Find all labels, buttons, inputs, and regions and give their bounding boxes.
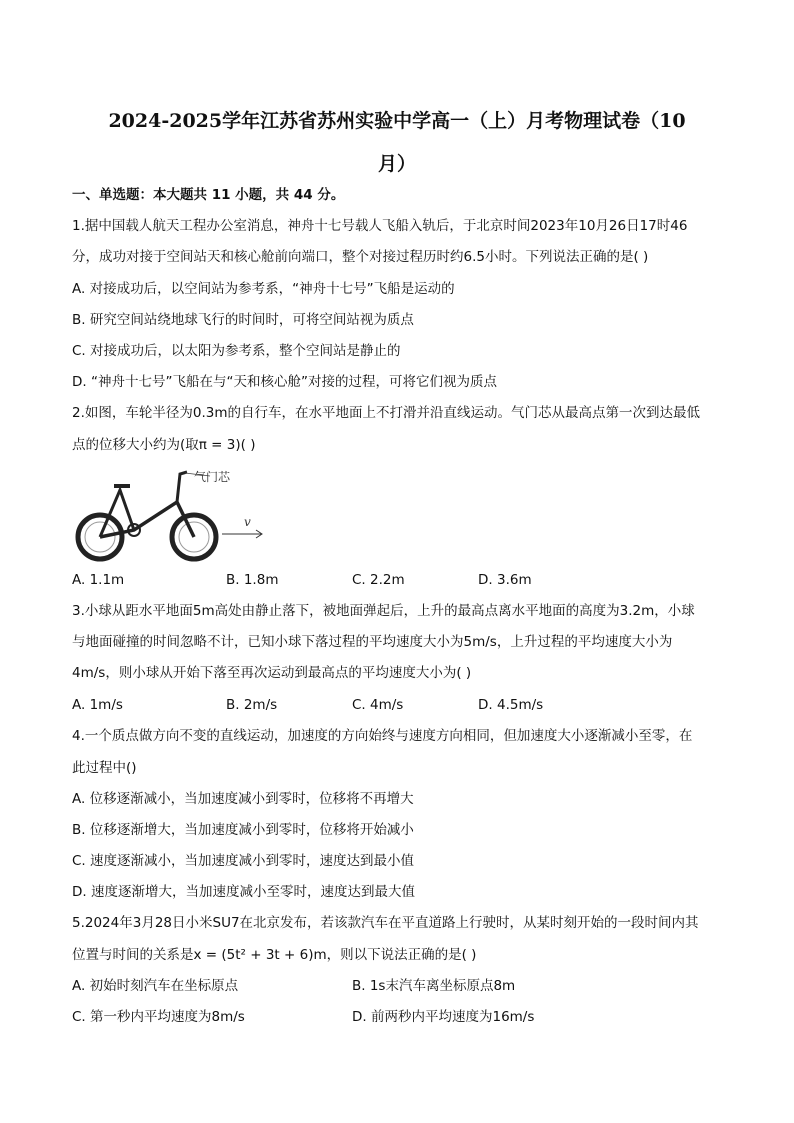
q2-option-b: B. 1.8m [226,572,279,588]
q2-stem-line2: 点的位移大小约为(取π = 3)( ) [72,437,256,453]
q4-option-b: B. 位移逐渐增大，当加速度减小到零时，位移将开始减小 [72,822,414,838]
q5-option-d: D. 前两秒内平均速度为16m/s [352,1009,535,1025]
q1-option-b: B. 研究空间站绕地球飞行的时间时，可将空间站视为质点 [72,312,414,328]
q4-option-a: A. 位移逐渐减小，当加速度减小到零时，位移将不再增大 [72,791,414,807]
q5-stem-line1: 5.2024年3月28日小米SU7在北京发布，若该款汽车在平直道路上行驶时，从某时刻开始的一段时间内其 [72,915,699,931]
q3-option-d: D. 4.5m/s [478,697,544,713]
q5-option-b: B. 1s末汽车离坐标原点8m [352,978,516,994]
q4-option-d: D. 速度逐渐增大，当加速度减小至零时，速度达到最大值 [72,884,415,900]
exam-title [70,100,724,186]
q5-stem-line2: 位置与时间的关系是x = (5t² + 3t + 6)m，则以下说法正确的是( ) [72,947,477,963]
q1-stem-line2: 分，成功对接于空间站天和核心舱前向端口，整个对接过程历时约6.5小时。下列说法正确的是( ) [72,249,649,265]
q3-stem-line2: 与地面碰撞的时间忽略不计，已知小球下落过程的平均速度大小为5m/s，上升过程的平均速度大小为 [72,634,673,650]
q1-option-d: D. “神舟十七号”飞船在与“天和核心舱”对接的过程，可将它们视为质点 [72,374,497,390]
q5-option-a: A. 初始时刻汽车在坐标原点 [72,978,239,994]
q3-stem-line1: 3.小球从距水平地面5m高处由静止落下，被地面弹起后，上升的最高点离水平地面的高度为3.2m，小球 [72,603,695,619]
q1-option-c: C. 对接成功后，以太阳为参考系，整个空间站是静止的 [72,343,401,359]
q2-option-a: A. 1.1m [72,572,125,588]
title-line-1: 2024-2025学年江苏省苏州实验中学高一（上）月考物理试卷（10 [108,110,686,132]
q4-option-c: C. 速度逐渐减小，当加速度减小到零时，速度达到最小值 [72,853,415,869]
q1-stem-line1: 1.据中国载人航天工程办公室消息，神舟十七号载人飞船入轨后，于北京时间2023年10月26日17时46 [72,218,688,234]
q3-option-b: B. 2m/s [226,697,278,713]
q3-option-c: C. 4m/s [352,697,404,713]
title-line-2: 月） [377,153,416,175]
q3-stem-line3: 4m/s，则小球从开始下落至再次运动到最高点的平均速度大小为( ) [72,665,472,681]
bicycle-figure [72,462,272,562]
section-heading: 一、单选题：本大题共 11 小题，共 44 分。 [72,187,345,203]
q2-option-d: D. 3.6m [478,572,532,588]
valve-label: 气门芯 [194,470,231,484]
velocity-label: v [244,515,251,529]
q3-option-a: A. 1m/s [72,697,123,713]
q4-stem-line2: 此过程中() [72,760,137,776]
q2-option-c: C. 2.2m [352,572,405,588]
q4-stem-line1: 4.一个质点做方向不变的直线运动，加速度的方向始终与速度方向相同，但加速度大小逐渐减小至零，在 [72,728,693,744]
q2-stem-line1: 2.如图，车轮半径为0.3m的自行车，在水平地面上不打滑并沿直线运动。气门芯从最高点第一次到达最低 [72,405,700,421]
q1-option-a: A. 对接成功后，以空间站为参考系，“神舟十七号”飞船是运动的 [72,281,455,297]
q5-option-c: C. 第一秒内平均速度为8m/s [72,1009,245,1025]
